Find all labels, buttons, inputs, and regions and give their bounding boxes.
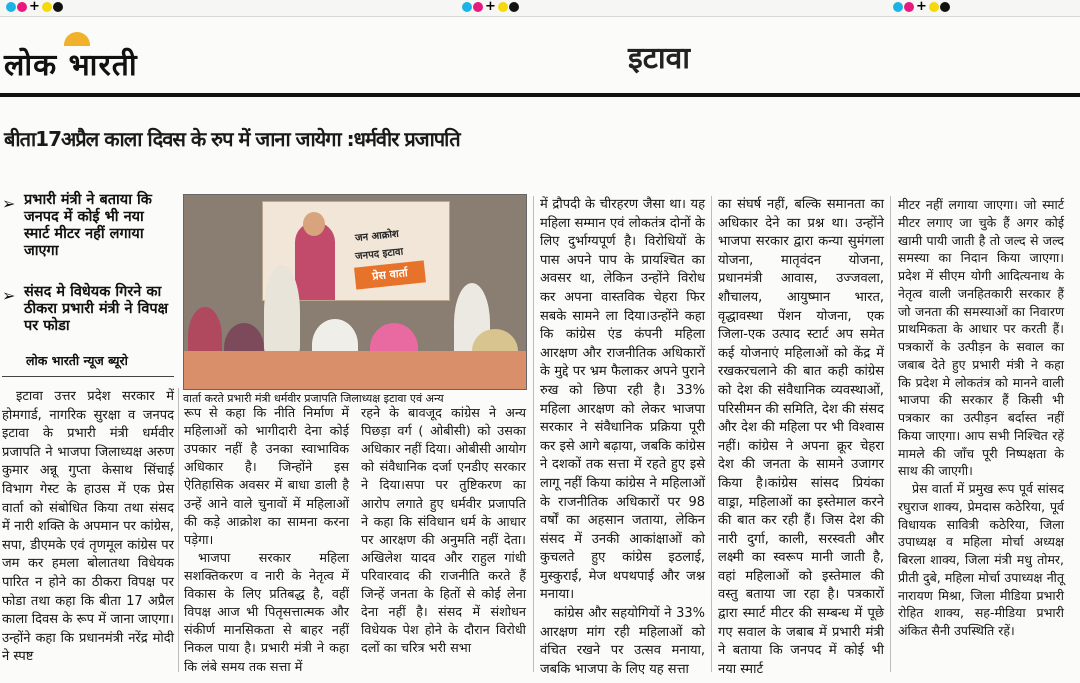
registration-mark bbox=[462, 2, 519, 12]
plus-icon: + bbox=[916, 0, 927, 14]
column-divider bbox=[533, 196, 534, 672]
yellow-dot-icon bbox=[929, 2, 939, 12]
registration-mark bbox=[893, 2, 950, 12]
cyan-dot-icon bbox=[6, 2, 16, 12]
banner-text: जनपद इटावा bbox=[354, 246, 404, 263]
bullet-arrow-icon: ➢ bbox=[2, 286, 16, 305]
print-registration-bar bbox=[0, 0, 1080, 17]
attendee-figure bbox=[264, 265, 300, 359]
black-dot-icon bbox=[53, 2, 63, 12]
paragraph: रूप से कहा कि नीति निर्माण में महिलाओं को भागीदारी देना कोई उपकार नहीं है उनका स्वाभाविक अधिकार है। जिन्होंने इस ऐतिहासिक अवसर में बाधा डाली है उन्हें आने वाले चुनावों में महिलाओं की कड़े आक्रोश का सामना करना पड़ेगा। bbox=[184, 406, 349, 548]
column-divider bbox=[890, 196, 891, 672]
banner-figure-face bbox=[303, 212, 325, 236]
magenta-dot-icon bbox=[473, 2, 483, 12]
magenta-dot-icon bbox=[17, 2, 27, 12]
photo-caption: वार्ता करते प्रभारी मंत्री धर्मवीर प्रजापति जिलाध्यक्ष इटावा एवं अन्य bbox=[183, 392, 444, 405]
bullet-arrow-icon: ➢ bbox=[2, 194, 16, 213]
article-headline: बीता17अप्रैल काला दिवस के रुप में जाना जायेगा :धर्मवीर प्रजापति bbox=[4, 127, 460, 151]
banner-badge: प्रेस वार्ता bbox=[354, 260, 426, 289]
plus-icon: + bbox=[485, 0, 496, 14]
black-dot-icon bbox=[940, 2, 950, 12]
paragraph: कांग्रेस और सहयोगियों ने 33% आरक्षण मांग रही महिलाओं को वंचित रखने पर उत्सव मनाया, जबकि भाजपा के लिए यह सत्ता bbox=[540, 606, 705, 677]
article-column-3 bbox=[361, 405, 526, 659]
article-column-1 bbox=[2, 388, 174, 667]
masthead-rule bbox=[0, 93, 1080, 97]
subhead-text: संसद मे विधेयक गिरने का ठीकरा प्रभारी मंत्री ने विपक्ष पर फोडा bbox=[24, 284, 169, 334]
registration-mark bbox=[6, 2, 63, 12]
column-divider bbox=[711, 196, 712, 672]
article-column-2 bbox=[184, 405, 349, 677]
newspaper-logo bbox=[4, 32, 194, 84]
paragraph: का संघर्ष नहीं, बल्कि समानता का अधिकार देने का प्रश्न था। उन्होंने भाजपा सरकार द्वारा कन्या सुमंगला योजना, मातृवंदन योजना, प्रधानमंत्री आवास, उज्जवला, शौचालय, आयुष्मान भारत, वृद्धावस्था पेंशन योजना, एक जिला-एक उत्पाद स्टार्ट अप समेत कई योजनाएं महिलाओं को केंद्र में रखकरचलाने की बात कही कांग्रेस को देश की संवैधानिक व्यवस्थाओं, परिसीमन की समिति, देश की संसद और देश की महिला पर भी विश्वास नहीं। कांग्रेस ने अपना क्रूर चेहरा देश की जनता के सामने उजागर किया है।कांग्रेस सांसद प्रियंका वाड्रा, महिलाओं का इस्तेमाल करने की बात कर रही हैं। जिस देश की नारी दुर्गा, काली, सरस्वती और लक्ष्मी का स्वरूप मानी जाती है, वहां महिलाओं को इस्तेमाल की वस्तु बताया जा रहा है। पत्रकारों द्वारा स्मार्ट मीटर की सम्बन्ध में पूछे गए सवाल के जबाब में प्रभारी मंत्री ने बताया कि जनपद में कोई भी नया स्मार्ट bbox=[718, 197, 884, 677]
press-conference-photo bbox=[183, 194, 527, 390]
paragraph: इटावा उत्तर प्रदेश सरकार में होमगार्ड, नागरिक सुरक्षा व जनपद इटावा के प्रभारी मंत्री धर्मवीर प्रजापति ने भाजपा जिलाध्यक्ष अरुण कुमार अन्नू गुप्ता केसाथ सिंचाई विभाग गेस्ट के हाउस में एक प्रेस वार्ता को संबोधित किया तथा संसद में नारी शक्ति के अपमान पर कांग्रेस, सपा, डीएमके एवं तृणमूल कांग्रेस पर जम कर हमला बोलातथा विधेयक पारित न होने का ठीकरा विपक्ष पर फोडा तथा कहा कि बीता 17 अप्रैल काला दिवस के रूप में जाना जाएगा।उन्होंने कहा कि प्रधानमंत्री नरेंद्र मोदी ने स्पष्ट bbox=[2, 389, 174, 665]
paragraph: रहने के बावजूद कांग्रेस ने अन्य पिछड़ा वर्ग ( ओबीसी) को उसका अधिकार नहीं दिया। ओबीसी आयोग को संवैधानिक दर्जा एनडीए सरकार ने दिया।सपा पर तुष्टिकरण का आरोप लगाते हुए धर्मवीर प्रजापति ने कहा कि संविधान धर्म के आधार पर आरक्षण की अनुमति नहीं देता। अखिलेश यादव और राहुल गांधी परिवारवाद की राजनीति करते हैं जिन्हें जनता के हितों से कोई लेना देना नहीं है। संसद में संशोधन विधेयक पेश होने के दौरान विरोधी दलों का चरित्र भरी सभा bbox=[361, 406, 526, 657]
plus-icon: + bbox=[29, 0, 40, 14]
paragraph: मीटर नहीं लगाया जाएगा। जो स्मार्ट मीटर लगाए जा चुके हैं अगर कोई खामी पायी जाती है तो जल्द से जल्द समस्या का निदान किया जाएगा। प्रदेश में सीएम योगी आदित्यनाथ के नेतृत्व वाली जनहितकारी सरकार हैं जो जनता की समस्याओं का निवारण प्राथमिकता के आधार पर करती हैं। पत्रकारों के उत्पीड़न के सवाल का जबाब देते हुए प्रभारी मंत्री ने कहा कि प्रदेश मे लोकतंत्र को मानने वाली भाजपा की सरकार हैं किसी भी पत्रकार का उत्पीड़न बर्दास्त नहीं किया जाएगा। आप सभी निश्चित रहें मामले की जाँच पूरी निष्पक्षता के साथ की जाएगी। bbox=[898, 197, 1064, 479]
article-column-5 bbox=[718, 196, 884, 679]
masthead bbox=[0, 30, 1080, 88]
city-label: इटावा bbox=[628, 41, 691, 76]
black-dot-icon bbox=[509, 2, 519, 12]
article-column-6 bbox=[898, 196, 1064, 640]
logo-text: लोक भारती bbox=[4, 48, 138, 83]
magenta-dot-icon bbox=[904, 2, 914, 12]
subhead bbox=[2, 192, 174, 260]
subhead-text: प्रभारी मंत्री ने बताया कि जनपद में कोई भी नया स्मार्ट मीटर नहीं लगाया जाएगा bbox=[24, 192, 152, 259]
yellow-dot-icon bbox=[498, 2, 508, 12]
paragraph: में द्रौपदी के चीरहरण जैसा था। यह महिला सम्मान एवं लोकतंत्र दोनों के लिए दुर्भाग्यपूर्ण है। विरोधियों के पास अपने पाप के प्रायश्चित का अवसर था, लेकिन उन्होंने विरोध कर अपना वास्तविक चेहरा फिर सबके सामने ला दिया।उन्होंने कहा कि कांग्रेस एंड कंपनी महिला आरक्षण और राजनीतिक अधिकारों के मुद्दे पर भ्रम फैलाकर अपने पुराने रुख को छिपा रही है। 33% महिला आरक्षण को लेकर भाजपा सरकार ने संवैधानिक प्रक्रिया पूरी कर इसे आगे बढ़ाया, जबकि कांग्रेस ने दशकों तक सत्ता में रहते हुए इसे लागू नहीं किया कांग्रेस ने महिलाओं के राजनीतिक अधिकारों पर 98 वर्षों का अहसान जताया, लेकिन संसद में उनकी आकांक्षाओं को कुचलते हुए कांग्रेस इठलाई, मुस्कुराई, मेज थपथपाई और जश्न मनाया। bbox=[540, 197, 705, 603]
banner-text: जन आक्रोश bbox=[354, 228, 400, 245]
divider bbox=[2, 376, 174, 377]
cyan-dot-icon bbox=[462, 2, 472, 12]
article-column-4 bbox=[540, 196, 705, 679]
conference-table bbox=[184, 351, 526, 389]
column-divider bbox=[178, 388, 179, 672]
yellow-dot-icon bbox=[42, 2, 52, 12]
cyan-dot-icon bbox=[893, 2, 903, 12]
subhead bbox=[2, 284, 174, 335]
byline: लोक भारती न्यूज ब्यूरो bbox=[26, 353, 128, 368]
paragraph: भाजपा सरकार महिला सशक्तिकरण व नारी के नेतृत्व में विकास के लिए प्रतिबद्ध है, वहीं विपक्ष आज भी पितृसत्तात्मक और संकीर्ण मानसिकता से बाहर नहीं निकल पाया है। प्रभारी मंत्री ने कहा कि लंबे समय तक सत्ता में bbox=[184, 550, 349, 675]
paragraph: प्रेस वार्ता में प्रमुख रूप पूर्व सांसद रघुराज शाक्य, प्रेमदास कठेरिया, पूर्व विधायक सावित्री कठेरिया, जिला उपाध्यक्ष व महिला मोर्चा अध्यक्ष बिरला शाक्य, जिला मंत्री मधु तोमर, प्रीती दुबे, महिला मोर्चा उपाध्यक्ष नीतू नारायण मिश्रा, जिला मीडिया प्रभारी रोहित शाक्य, सह-मीडिया प्रभारी अंकित सैनी उपस्थिति रहें। bbox=[898, 481, 1064, 638]
